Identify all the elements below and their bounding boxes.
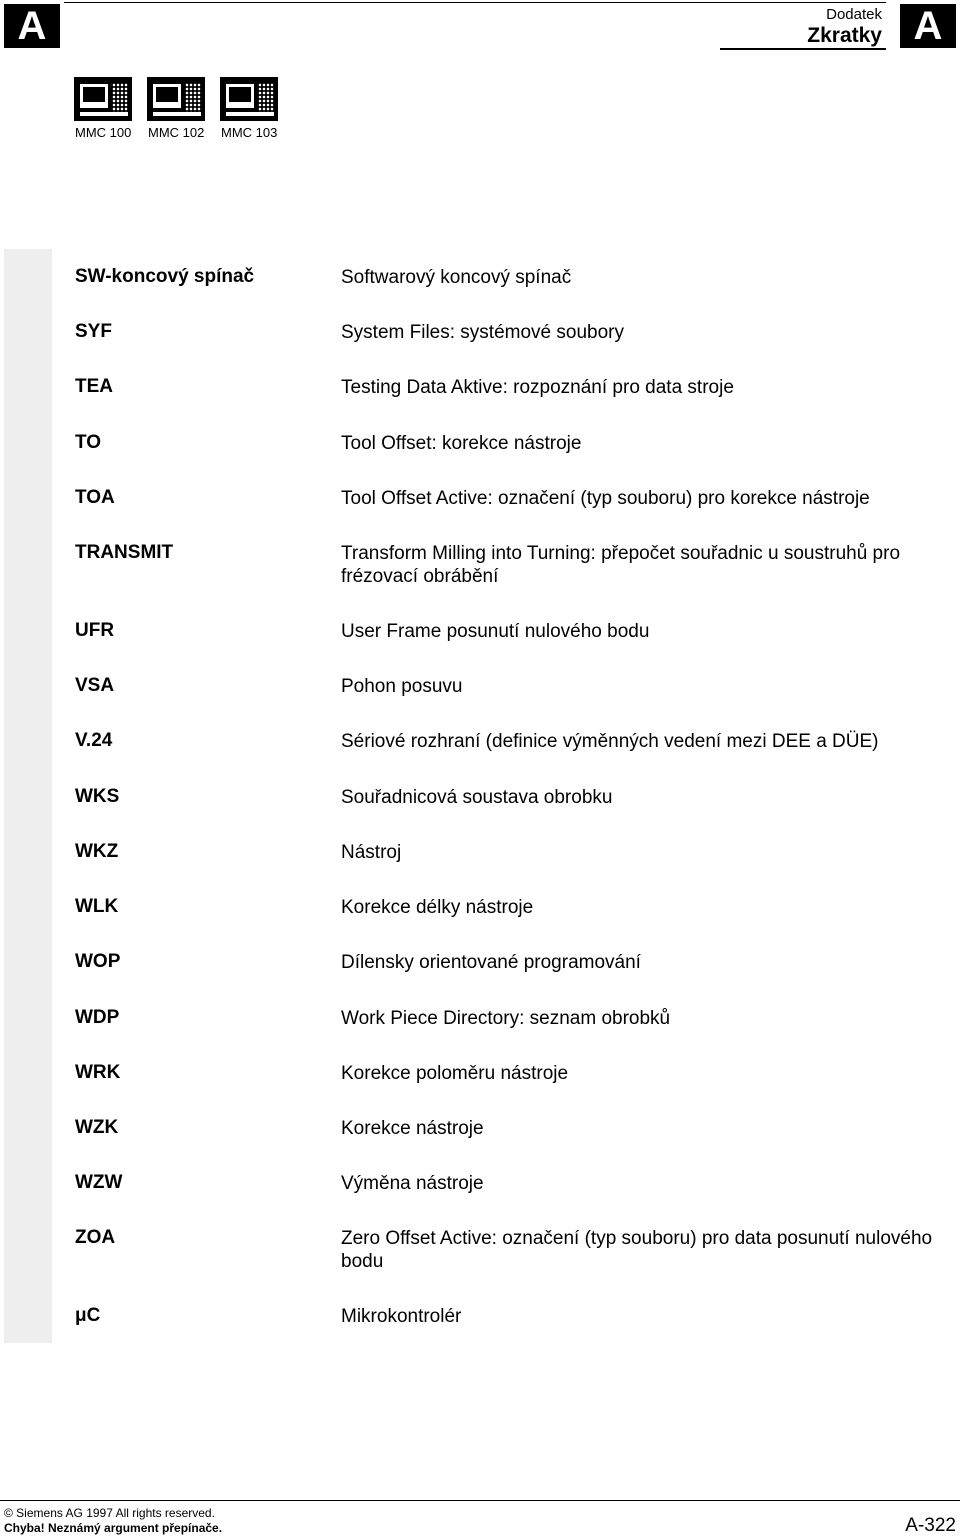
term: SW-koncový spínač bbox=[75, 266, 255, 287]
mmc-100-icon bbox=[74, 77, 132, 121]
footer-rule bbox=[0, 1500, 960, 1501]
term: WOP bbox=[75, 951, 121, 972]
term: WRK bbox=[75, 1062, 121, 1083]
term: SYF bbox=[75, 321, 112, 342]
definition: Softwarový koncový spínač bbox=[341, 267, 572, 288]
corner-letter-right: A bbox=[900, 4, 956, 48]
definition: Korekce délky nástroje bbox=[341, 897, 534, 918]
definition: System Files: systémové soubory bbox=[341, 322, 624, 343]
definition: Pohon posuvu bbox=[341, 676, 463, 697]
corner-letter-left: A bbox=[4, 4, 60, 48]
definition: Dílensky orientované programování bbox=[341, 952, 641, 973]
definition: Transform Milling into Turning: přepočet souřadnic u soustruhů pro frézovací obrábění bbox=[341, 543, 901, 587]
term: WKS bbox=[75, 786, 120, 807]
page-number: A-322 bbox=[905, 1515, 956, 1536]
definition: Nástroj bbox=[341, 842, 402, 863]
definition: User Frame posunutí nulového bodu bbox=[341, 621, 650, 642]
definition: Tool Offset: korekce nástroje bbox=[341, 433, 582, 454]
mmc-102-icon bbox=[147, 77, 205, 121]
header-title-rule bbox=[720, 48, 886, 50]
term: WDP bbox=[75, 1007, 120, 1028]
mmc-102-label: MMC 102 bbox=[148, 125, 205, 140]
definition: Zero Offset Active: označení (typ souboru) pro data posunutí nulového bodu bbox=[341, 1228, 933, 1272]
definition: Souřadnicová soustava obrobku bbox=[341, 787, 613, 808]
header-top-rule bbox=[64, 2, 886, 3]
definition: Sériové rozhraní (definice výměnných vedení mezi DEE a DÜE) bbox=[341, 731, 879, 752]
header-section: Dodatek bbox=[826, 6, 882, 23]
footer-copyright: © Siemens AG 1997 All rights reserved. bbox=[4, 1506, 215, 1520]
term: WZW bbox=[75, 1172, 123, 1193]
definition: Work Piece Directory: seznam obrobků bbox=[341, 1008, 671, 1029]
term: ZOA bbox=[75, 1227, 116, 1248]
definition: Mikrokontrolér bbox=[341, 1306, 462, 1327]
term: UFR bbox=[75, 620, 115, 641]
definition: Testing Data Aktive: rozpoznání pro data stroje bbox=[341, 377, 734, 398]
footer-error-text: Chyba! Neznámý argument přepínače. bbox=[4, 1521, 223, 1535]
mmc-103-label: MMC 103 bbox=[221, 125, 278, 140]
definition: Korekce nástroje bbox=[341, 1118, 484, 1139]
term: TO bbox=[75, 432, 102, 453]
term: WZK bbox=[75, 1117, 119, 1138]
page-title: Zkratky bbox=[807, 24, 882, 47]
term: TOA bbox=[75, 487, 115, 508]
side-gray-bar bbox=[4, 249, 52, 1343]
term: μC bbox=[75, 1305, 101, 1326]
definition: Výměna nástroje bbox=[341, 1173, 484, 1194]
mmc-103-icon bbox=[220, 77, 278, 121]
definition: Korekce poloměru nástroje bbox=[341, 1063, 569, 1084]
definition: Tool Offset Active: označení (typ souboru) pro korekce nástroje bbox=[341, 488, 870, 509]
term: V.24 bbox=[75, 730, 113, 751]
term: WKZ bbox=[75, 841, 119, 862]
mmc-100-label: MMC 100 bbox=[75, 125, 132, 140]
term: VSA bbox=[75, 675, 115, 696]
term: TEA bbox=[75, 376, 113, 397]
term: TRANSMIT bbox=[75, 542, 174, 563]
term: WLK bbox=[75, 896, 119, 917]
